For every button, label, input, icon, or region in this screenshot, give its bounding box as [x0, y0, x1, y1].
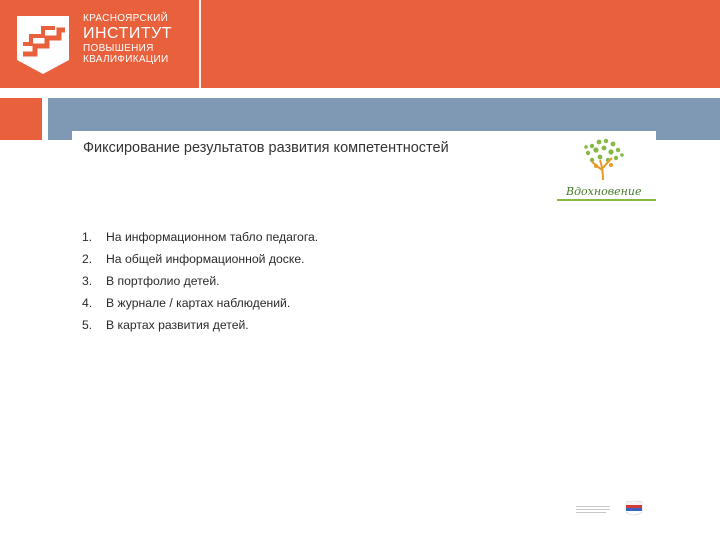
institute-name-line4: КВАЛИФИКАЦИИ	[83, 54, 169, 65]
list-item	[82, 273, 318, 295]
list-item-text: На информационном табло педагога.	[106, 230, 319, 244]
header-divider	[199, 0, 201, 88]
tree-logo-underline	[557, 199, 656, 201]
tree-logo-label: Вдохновение	[566, 185, 642, 198]
list-item	[82, 229, 318, 251]
list-item-number: 2.	[82, 252, 93, 266]
result-list	[82, 229, 318, 339]
institute-name-line3: ПОВЫШЕНИЯ	[83, 43, 154, 54]
list-item-number: 4.	[82, 296, 93, 310]
list-item-text: В картах развития детей.	[106, 318, 249, 332]
list-item	[82, 295, 318, 317]
list-item	[82, 251, 318, 273]
institute-name	[83, 14, 172, 65]
footer-logo-icon	[574, 498, 654, 520]
list-item-number: 5.	[82, 318, 93, 332]
list-item-text: В портфолио детей.	[106, 274, 220, 288]
list-item-number: 3.	[82, 274, 93, 288]
institute-logo-icon	[17, 16, 69, 74]
header-bar	[0, 0, 720, 88]
accent-square	[0, 98, 42, 140]
tree-logo-icon	[552, 136, 656, 186]
institute-name-line1: КРАСНОЯРСКИЙ	[83, 13, 169, 24]
list-item-text: В журнале / картах наблюдений.	[106, 296, 291, 310]
slide-title: Фиксирование результатов развития компетентностей	[83, 140, 449, 156]
list-item-text: На общей информационной доске.	[106, 252, 305, 266]
institute-name-line2: ИНСТИТУТ	[83, 25, 173, 42]
list-item-number: 1.	[82, 230, 93, 244]
list-item	[82, 317, 318, 339]
